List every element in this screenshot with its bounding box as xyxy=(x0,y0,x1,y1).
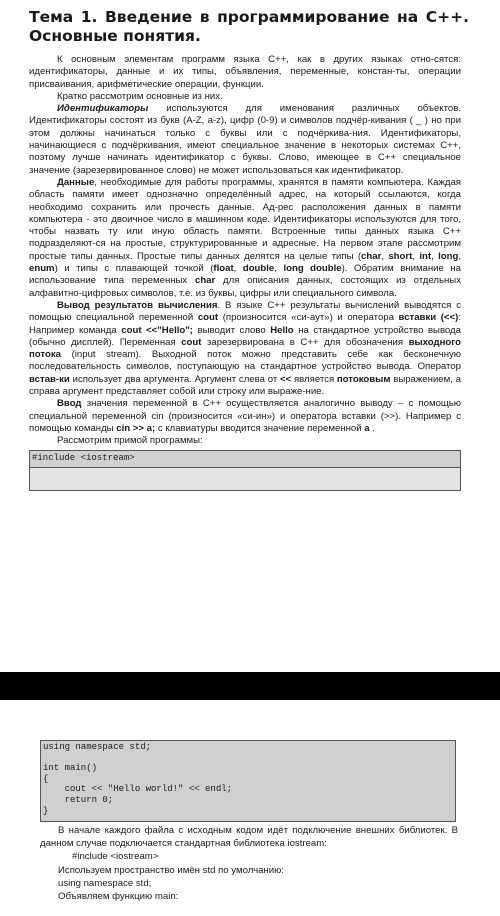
kw-long: long xyxy=(438,250,459,262)
term-input: Ввод xyxy=(57,398,82,410)
data-text-c: ). Обратим внимание на использование типа переменных xyxy=(29,263,461,287)
term-identifiers: Идентификаторы xyxy=(57,103,149,115)
sep: , xyxy=(233,263,243,275)
op-insertion: << xyxy=(280,373,292,385)
code-line: int main() xyxy=(43,763,98,774)
kw-int: int xyxy=(419,250,432,262)
sep: , xyxy=(431,250,439,262)
line-namespace-desc: Используем пространство имён std по умолчанию: xyxy=(58,864,284,876)
output-text: является xyxy=(291,373,337,385)
code-line: return 0; xyxy=(43,794,114,805)
code-cout-hello: cout <<"Hello"; xyxy=(121,324,194,336)
output-text: выводит слово xyxy=(193,324,271,336)
code-line: cout << "Hello world!" << endl; xyxy=(43,784,233,795)
body-text xyxy=(29,54,461,491)
paragraph-intro: К основным элементам программ языка С++, как в других языках отно-сятся: идентификаторы, данные и их типы, объявления, переменные, констан-ты, операции присваивания, арифметические операции, функции. xyxy=(29,54,461,90)
paragraph-output xyxy=(29,300,461,398)
line-main-desc: Объявляем функцию main: xyxy=(58,891,179,903)
line-using: using namespace std; xyxy=(58,877,152,889)
page-title: Тема 1. Введение в программирование на С++. Основные понятия. xyxy=(29,8,469,45)
output-text: . В языке С++ результаты вычислений выводятся с помощью специальной переменной xyxy=(29,299,461,324)
kw-short: short xyxy=(388,250,413,262)
paragraph-libraries: В начале каждого файла с исходным кодом идёт подключение внешних библиотек. В данном случае подключается стандартная библиотека iostream: xyxy=(40,825,458,850)
kw-char: char xyxy=(194,275,216,287)
kw-cout: cout xyxy=(197,312,219,324)
sep: , xyxy=(274,263,284,275)
line-include: #include <iostream> xyxy=(72,851,159,863)
code-snippet-blank xyxy=(29,468,461,491)
kw-double: double xyxy=(242,263,275,275)
output-text: (произносится «си-аут») и оператора xyxy=(218,312,399,324)
sep: , xyxy=(381,250,389,262)
output-text: на стандартное устройство вывода (обычно дисплей). Переменная xyxy=(29,324,461,348)
output-text: зарезервирована в С++ для обозначения xyxy=(201,336,409,348)
kw-float: float xyxy=(213,263,234,275)
input-text: значения переменной в С++ осуществляется аналогично выводу – с помощью специальной переменной cin (произносится «си-ин») и оператора вставки (>>). Например с помощью команды xyxy=(29,398,461,434)
kw-enum: enum xyxy=(29,263,55,275)
code-line: { xyxy=(43,773,49,784)
term-insertion: вставки (<<) xyxy=(398,312,459,324)
kw-long-double: long double xyxy=(283,263,342,275)
code-line: } xyxy=(43,805,49,816)
paragraph-brief: Кратко рассмотрим основные из них. xyxy=(57,90,223,102)
identifiers-text: используются для именования различных объектов. Идентификаторы состоят из букв (A-Z, a-z), цифр (0-9) и символов подчёр-кивания ( _ ) но при этом должны начинаться только с буквы или с подчёркива-ния. Идентификаторы, начинающиеся с подчёркивания, имеют специальное значение в некоторых системах С++, поэтому лучше начинать идентификатор с буквы. Слово, имеющее в С++ специальное значение (зарезервированное слово) не может использоваться как идентификатор. xyxy=(29,103,461,176)
code-snippet-include: #include <iostream> xyxy=(29,450,461,468)
paragraph-data xyxy=(29,177,461,300)
code-cin: cin >> a; xyxy=(116,422,156,434)
sep: , xyxy=(412,250,420,262)
output-text: использует два аргумента. Аргумент слева от xyxy=(69,373,280,385)
data-text-b: ) и типы с плавающей точкой ( xyxy=(54,263,214,275)
term-data: Данные xyxy=(57,176,95,188)
data-text-d: для описания данных, состоящих из отдельных алфавитно-цифровых символов, т.е. из буквы, цифры или специального символа. xyxy=(29,275,461,299)
body-text-2 xyxy=(40,824,458,903)
term-output: Вывод результатов вычисления xyxy=(57,299,218,311)
output-text: выражением, а справа аргумент представляет собой или строку или выраже-ние. xyxy=(29,373,461,398)
term-stream: потоковым xyxy=(336,373,391,385)
paragraph-example: Рассмотрим примой программы: xyxy=(57,435,203,447)
sep: , xyxy=(458,250,461,262)
kw-char: char xyxy=(361,250,382,262)
page-separator xyxy=(0,672,500,700)
paragraph-identifiers xyxy=(29,103,461,177)
input-text: с клавиатуры вводится значение переменной xyxy=(155,422,365,434)
code-block-main xyxy=(40,740,456,822)
kw-cout: cout xyxy=(181,336,202,348)
output-text: (input stream). Выходной поток можно представить себе как бесконечную последовательность символов, поступающую на стандартное устройство вывода. Оператор xyxy=(29,349,461,373)
data-text-a: , необходимые для работы программы, хранятся в памяти компьютера. Каждая область памяти имеет однозначно определённый адрес, на который ссылаются, когда необходимо сохранить или прочесть данные. Ад-рес расположения данных в памяти компьютера - это двоичное число в машинном коде. Идентификаторы используются для того, чтобы назвать ту или иную область памяти. Встроенные типы данных языка С++ подразделяют-ся на простые, структурированные и адресные. На первом этапе рассмотрим простые типы данных. Простые типы данных делятся на целые типы ( xyxy=(29,176,461,262)
page-2 xyxy=(0,700,500,916)
output-text: : Например команда xyxy=(29,312,462,336)
paragraph-input xyxy=(29,398,461,435)
term-output-stream: выходного потока xyxy=(29,336,461,361)
code-line xyxy=(43,753,453,764)
var-a: a xyxy=(364,422,370,434)
term-insertion: встав-ки xyxy=(29,373,70,385)
word-hello: Hello xyxy=(270,324,294,336)
code-line: using namespace std; xyxy=(43,742,152,752)
input-text: . xyxy=(369,422,375,434)
